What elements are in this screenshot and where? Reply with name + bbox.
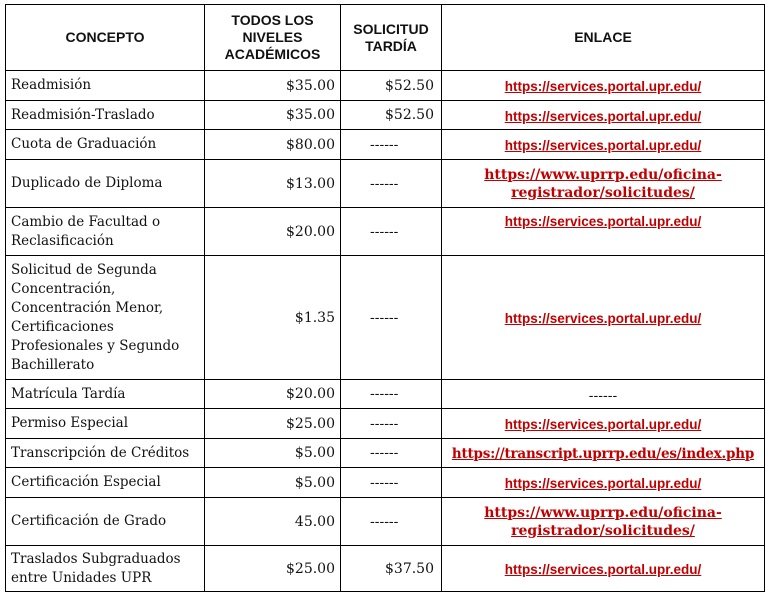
row-tardia: ------ — [341, 160, 442, 208]
header-enlace: ENLACE — [442, 5, 765, 71]
row-concepto: Cuota de Graduación — [6, 130, 205, 160]
row-tardia: ------ — [341, 498, 442, 546]
row-concepto: Cambio de Facultad o Reclasificación — [6, 208, 205, 256]
table-row — [6, 409, 765, 439]
row-tardia: ------ — [341, 208, 442, 256]
row-enlace-cell — [442, 208, 765, 256]
transcript-link[interactable]: https://transcript.uprrp.edu/es/index.php — [451, 446, 755, 462]
services-portal-link[interactable]: https://services.portal.upr.edu/ — [504, 562, 702, 577]
services-portal-link[interactable]: https://services.portal.upr.edu/ — [504, 79, 702, 94]
row-concepto: Matrícula Tardía — [6, 380, 205, 409]
table-row — [6, 208, 765, 256]
row-monto: $5.00 — [205, 468, 341, 498]
row-enlace-cell — [442, 101, 765, 130]
row-tardia: ------ — [341, 409, 442, 439]
row-concepto: Certificación Especial — [6, 468, 205, 498]
row-concepto: Readmisión-Traslado — [6, 101, 205, 130]
row-monto: $35.00 — [205, 101, 341, 130]
row-tardia: ------ — [341, 256, 442, 380]
services-portal-link[interactable]: https://services.portal.upr.edu/ — [504, 138, 702, 153]
row-monto: 45.00 — [205, 498, 341, 546]
services-portal-link[interactable]: https://services.portal.upr.edu/ — [504, 417, 702, 432]
row-concepto: Traslados Subgraduados entre Unidades UPR — [6, 546, 205, 592]
row-monto: $80.00 — [205, 130, 341, 160]
registrador-solicitudes-link[interactable]: https://www.uprrp.edu/oficina-registrador/solicitudes/ — [484, 166, 722, 201]
row-enlace-cell — [442, 380, 765, 409]
row-concepto: Certificación de Grado — [6, 498, 205, 546]
row-concepto: Permiso Especial — [6, 409, 205, 439]
row-enlace-cell — [442, 130, 765, 160]
no-link-placeholder: ------ — [588, 387, 618, 404]
row-enlace-cell — [442, 546, 765, 592]
row-monto: $5.00 — [205, 439, 341, 468]
row-concepto: Duplicado de Diploma — [6, 160, 205, 208]
row-enlace-cell — [442, 71, 765, 101]
table-row — [6, 101, 765, 130]
row-enlace-cell — [442, 498, 765, 546]
row-enlace-cell — [442, 439, 765, 468]
row-concepto: Solicitud de Segunda Concentración, Concentración Menor, Certificaciones Profesionales y Segundo Bachillerato — [6, 256, 205, 380]
table-row — [6, 160, 765, 208]
services-portal-link[interactable]: https://services.portal.upr.edu/ — [504, 476, 702, 491]
row-concepto: Transcripción de Créditos — [6, 439, 205, 468]
row-monto: $1.35 — [205, 256, 341, 380]
row-enlace-cell — [442, 468, 765, 498]
header-niveles: TODOS LOS NIVELES ACADÉMICOS — [205, 5, 341, 71]
table-row — [6, 468, 765, 498]
table-row — [6, 71, 765, 101]
row-enlace-cell — [442, 256, 765, 380]
row-monto: $25.00 — [205, 409, 341, 439]
table-row — [6, 546, 765, 592]
row-tardia: $52.50 — [341, 71, 442, 101]
registrador-solicitudes-link[interactable]: https://www.uprrp.edu/oficina-registrador/solicitudes/ — [484, 504, 722, 539]
row-enlace-cell — [442, 160, 765, 208]
table-row — [6, 256, 765, 380]
header-concepto: CONCEPTO — [6, 5, 205, 71]
row-tardia: ------ — [341, 380, 442, 409]
row-tardia: ------ — [341, 439, 442, 468]
table-row — [6, 439, 765, 468]
services-portal-link[interactable]: https://services.portal.upr.edu/ — [504, 311, 702, 326]
table-row — [6, 130, 765, 160]
row-tardia: $37.50 — [341, 546, 442, 592]
row-enlace-cell — [442, 409, 765, 439]
header-row — [6, 5, 765, 71]
row-concepto: Readmisión — [6, 71, 205, 101]
services-portal-link[interactable]: https://services.portal.upr.edu/ — [504, 214, 702, 229]
header-tardia: SOLICITUD TARDÍA — [341, 5, 442, 71]
table-row — [6, 498, 765, 546]
table-row — [6, 380, 765, 409]
row-monto: $13.00 — [205, 160, 341, 208]
fees-table — [5, 4, 765, 592]
row-monto: $25.00 — [205, 546, 341, 592]
row-tardia: ------ — [341, 468, 442, 498]
row-tardia: ------ — [341, 130, 442, 160]
row-monto: $20.00 — [205, 380, 341, 409]
row-monto: $35.00 — [205, 71, 341, 101]
services-portal-link[interactable]: https://services.portal.upr.edu/ — [504, 108, 702, 124]
row-tardia: $52.50 — [341, 101, 442, 130]
row-monto: $20.00 — [205, 208, 341, 256]
